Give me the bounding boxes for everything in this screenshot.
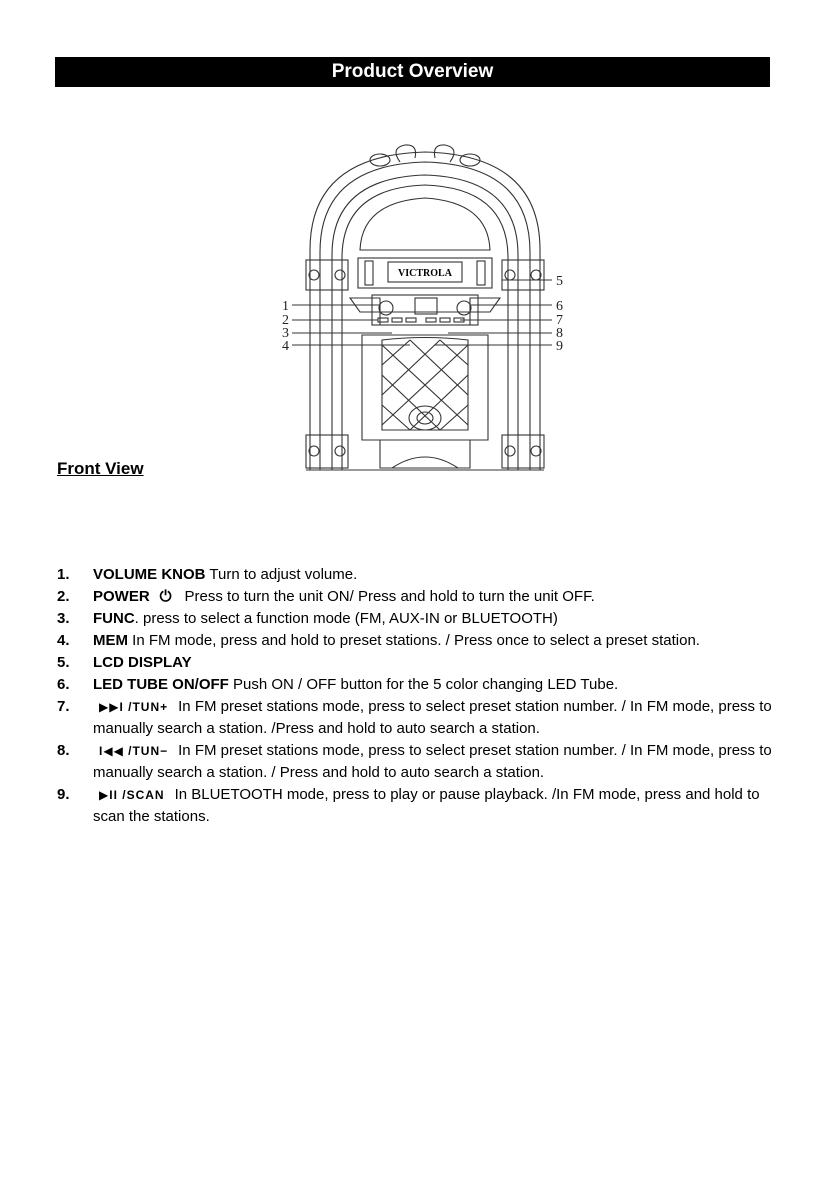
- item-number: 1.: [57, 566, 70, 583]
- next-tune-up-icon: ▶▶I /TUN+: [99, 700, 169, 714]
- item-name: LCD DISPLAY: [93, 654, 192, 671]
- item-number: 4.: [57, 632, 70, 649]
- callout-9: 9: [556, 339, 563, 354]
- callout-3: 3: [282, 326, 289, 341]
- item-number: 6.: [57, 676, 70, 693]
- list-item: [57, 674, 772, 696]
- callout-4: 4: [282, 339, 289, 354]
- item-name: FUNC: [93, 610, 135, 627]
- item-number: 2.: [57, 588, 70, 605]
- play-pause-scan-icon: ▶II /SCAN: [99, 788, 165, 802]
- callout-5: 5: [556, 274, 563, 289]
- list-item: [57, 696, 772, 740]
- item-number: 8.: [57, 742, 70, 759]
- callout-7: 7: [556, 313, 563, 328]
- item-number: 3.: [57, 610, 70, 627]
- front-view-label: Front View: [57, 459, 144, 478]
- list-item: [57, 564, 772, 586]
- callout-2: 2: [282, 313, 289, 328]
- item-description: In BLUETOOTH mode, press to play or pause playback. /In FM mode, press and hold to scan the stations.: [93, 786, 760, 825]
- list-item: [57, 652, 772, 674]
- item-name: POWER: [93, 588, 150, 605]
- jukebox-front-diagram: [270, 140, 580, 480]
- callout-6: 6: [556, 299, 563, 314]
- item-number: 9.: [57, 786, 70, 803]
- item-description: In FM preset stations mode, press to select preset station number. / In FM mode, press to manually search a station. / Press and hold to auto search a station.: [93, 742, 772, 781]
- item-number: 7.: [57, 698, 70, 715]
- item-name: LED TUBE ON/OFF: [93, 676, 229, 693]
- list-item: [57, 608, 772, 630]
- item-name: VOLUME KNOB: [93, 566, 206, 583]
- feature-list: [57, 564, 772, 828]
- list-item: [57, 586, 772, 608]
- list-item: [57, 784, 772, 828]
- power-icon: ⏻: [159, 588, 173, 605]
- item-description: Push ON / OFF button for the 5 color changing LED Tube.: [228, 676, 619, 693]
- item-description: In FM mode, press and hold to preset stations. / Press once to select a preset station.: [128, 632, 700, 649]
- item-name: MEM: [93, 632, 128, 649]
- item-description: In FM preset stations mode, press to select preset station number. / In FM mode, press to manually search a station. /Press and hold to auto search a station.: [93, 698, 772, 737]
- prev-tune-down-icon: I◀◀ /TUN−: [99, 744, 169, 758]
- list-item: [57, 630, 772, 652]
- item-number: 5.: [57, 654, 70, 671]
- item-description: . press to select a function mode (FM, AUX-IN or BLUETOOTH): [134, 610, 558, 627]
- list-item: [57, 740, 772, 784]
- page-title: Product Overview: [55, 57, 770, 87]
- item-description: Turn to adjust volume.: [205, 566, 358, 583]
- callout-8: 8: [556, 326, 563, 341]
- brand-plate-text: VICTROLA: [398, 268, 452, 279]
- item-description: Press to turn the unit ON/ Press and hold to turn the unit OFF.: [184, 588, 595, 605]
- callout-1: 1: [282, 299, 289, 314]
